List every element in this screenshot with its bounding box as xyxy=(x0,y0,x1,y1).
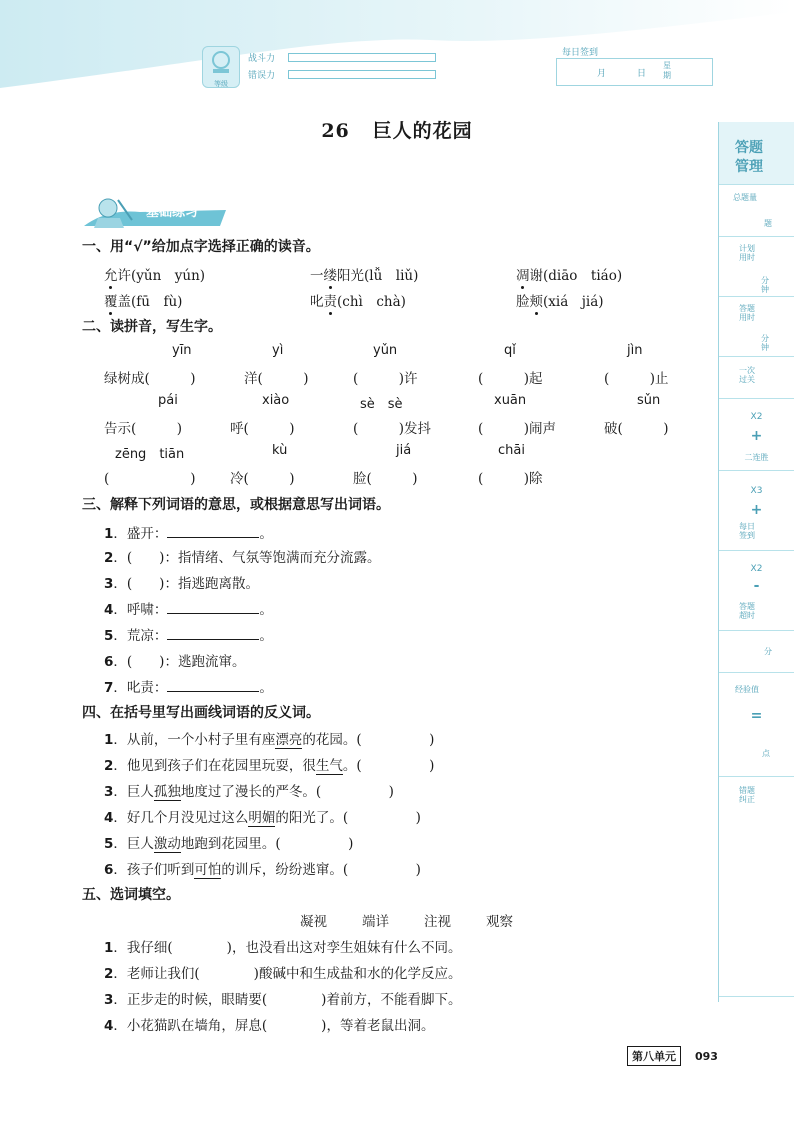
panel-error-correction: 错题纠正 xyxy=(739,786,755,804)
s4-heading: 四、在括号里写出画线词语的反义词。 xyxy=(82,705,320,721)
s3-item-6: 6．( )：逃跑流窜。 xyxy=(104,654,246,670)
panel-plus-a: + xyxy=(750,428,763,444)
daily-sign-box xyxy=(556,58,713,86)
s4-item-4: 4．好几个月没见过这么明媚的阳光了。( ) xyxy=(104,810,421,826)
s5-word-1: 凝视 xyxy=(300,914,327,930)
panel-daily-sign: 每日签到 xyxy=(739,522,755,540)
s3-item-1: 1．盛开： 。 xyxy=(104,526,273,542)
panel-overtime: 答题超时 xyxy=(739,602,755,620)
s5-word-3: 注视 xyxy=(424,914,451,930)
panel-unit-points: 分 xyxy=(764,647,772,656)
s4-item-1: 1．从前，一个小村子里有座漂亮的花园。( ) xyxy=(104,732,435,748)
s2-r3-py-4: chāi xyxy=(498,443,525,458)
s3-item-2: 2．( )：指情绪、气氛等饱满而充分流露。 xyxy=(104,550,381,566)
s2-r2-tx-2: 呼( ) xyxy=(230,421,295,437)
s2-r3-tx-4: ( )除 xyxy=(478,471,543,487)
answer-blank[interactable] xyxy=(167,601,259,614)
s2-r2-py-4: xuān xyxy=(494,393,527,408)
panel-divider xyxy=(719,356,794,357)
s2-r2-py-2: xiào xyxy=(262,393,290,408)
s2-r2-tx-4: ( )闹声 xyxy=(478,421,557,437)
lesson-number: 26 xyxy=(321,120,350,142)
s4-item-3: 3．巨人孤独地度过了漫长的严冬。( ) xyxy=(104,784,394,800)
s2-r1-py-5: jìn xyxy=(627,343,643,358)
s2-heading: 二、读拼音，写生字。 xyxy=(82,319,222,335)
panel-equals: = xyxy=(750,708,763,724)
panel-title-2: 管理 xyxy=(735,159,763,175)
s2-r1-tx-2: 洋( ) xyxy=(244,371,309,387)
s4-item-6: 6．孩子们听到可怕的训斥，纷纷逃窜。( ) xyxy=(104,862,421,878)
level-label: 等级 xyxy=(214,80,228,88)
panel-planned-time: 计划用时 xyxy=(739,244,755,262)
score-bar-1 xyxy=(288,53,436,62)
s2-r1-py-2: yì xyxy=(272,343,284,358)
panel-plus-b: + xyxy=(750,502,763,518)
s2-r2-py-3: sè sè xyxy=(360,397,403,412)
s1-item-1: 允许(yǔn yún) xyxy=(104,268,206,284)
avatar-icon xyxy=(203,47,239,77)
panel-divider xyxy=(719,296,794,297)
panel-unit-minutes-2: 分钟 xyxy=(761,334,769,352)
s4-item-2: 2．他见到孩子们在花园里玩耍，很生气。( ) xyxy=(104,758,435,774)
month-label: 月 xyxy=(597,69,607,79)
s2-r2-tx-3: ( )发抖 xyxy=(353,421,432,437)
s2-r2-py-5: sǔn xyxy=(637,393,661,408)
panel-divider xyxy=(719,996,794,997)
s5-item-4: 4．小花猫趴在墙角，屏息( )，等着老鼠出洞。 xyxy=(104,1018,435,1034)
unit-label: 第八单元 xyxy=(627,1046,681,1066)
s2-r3-tx-2: 冷( ) xyxy=(230,471,295,487)
panel-unit-dots: 点 xyxy=(762,749,770,758)
s2-r1-tx-3: ( )许 xyxy=(353,371,418,387)
s2-r3-py-3: jiá xyxy=(396,443,412,458)
panel-two-wins: 二连胜 xyxy=(744,453,769,462)
day-label: 日 xyxy=(637,69,647,79)
daily-sign-label: 每日签到 xyxy=(562,48,599,58)
s5-item-3: 3．正步走的时候，眼睛要( )着前方，不能看脚下。 xyxy=(104,992,462,1008)
s2-r1-py-4: qǐ xyxy=(504,343,516,358)
panel-divider xyxy=(719,236,794,237)
footer xyxy=(627,1046,718,1066)
panel-divider xyxy=(719,184,794,185)
avatar xyxy=(202,46,240,88)
s5-item-1: 1．我仔细( )，也没看出这对孪生姐妹有什么不同。 xyxy=(104,940,462,956)
s3-item-4: 4．呼啸： 。 xyxy=(104,602,273,618)
s2-r1-tx-1: 绿树成( ) xyxy=(104,371,196,387)
s4-item-5: 5．巨人激动地跑到花园里。( ) xyxy=(104,836,354,852)
week-label: 星期 xyxy=(663,61,671,80)
panel-total-questions: 总题量 xyxy=(733,193,757,202)
s2-r1-py-3: yǔn xyxy=(373,343,398,358)
s3-heading: 三、解释下列词语的意思，或根据意思写出词语。 xyxy=(82,497,390,513)
score-label-1: 战斗力 xyxy=(248,54,276,64)
s3-item-7: 7．叱责： 。 xyxy=(104,680,273,696)
answer-blank[interactable] xyxy=(167,679,259,692)
panel-unit-minutes-1: 分钟 xyxy=(761,276,769,294)
panel-actual-time: 答题用时 xyxy=(739,304,755,322)
panel-minus: - xyxy=(753,578,760,594)
s1-item-6: 脸颊(xiá jiá) xyxy=(516,294,604,310)
panel-divider xyxy=(719,470,794,471)
score-bar-2 xyxy=(288,70,436,79)
s2-r2-tx-5: 破( ) xyxy=(604,421,669,437)
page-title xyxy=(0,116,794,143)
lesson-title: 巨人的花园 xyxy=(372,120,473,142)
s2-r1-py-1: yīn xyxy=(172,343,192,358)
s3-item-3: 3．( )：指逃跑离散。 xyxy=(104,576,259,592)
s2-r3-tx-1: ( ) xyxy=(104,471,196,487)
section-badge-text: 基础练习 xyxy=(146,205,199,220)
s2-r1-tx-5: ( )止 xyxy=(604,371,669,387)
score-label-2: 错误力 xyxy=(248,71,276,81)
s5-heading: 五、选词填空。 xyxy=(82,887,180,903)
panel-experience: 经验值 xyxy=(735,685,759,694)
s5-word-4: 观察 xyxy=(486,914,513,930)
answer-blank[interactable] xyxy=(167,627,259,640)
s2-r3-py-1: zēng tiān xyxy=(115,447,185,462)
panel-divider xyxy=(719,672,794,673)
s2-r1-tx-4: ( )起 xyxy=(478,371,543,387)
s1-heading: 一、用“√”给加点字选择正确的读音。 xyxy=(82,239,320,255)
s2-r3-py-2: kù xyxy=(272,443,288,458)
page-number: 093 xyxy=(695,1049,718,1063)
s2-r2-py-1: pái xyxy=(158,393,178,408)
s2-r3-tx-3: 脸( ) xyxy=(353,471,418,487)
panel-x2-a: X2 xyxy=(750,412,763,422)
panel-divider xyxy=(719,776,794,777)
s1-item-4: 覆盖(fū fù) xyxy=(104,294,183,310)
s1-item-3: 凋谢(diāo tiáo) xyxy=(516,268,623,284)
s1-item-2: 一缕阳光(lǚ liǔ) xyxy=(310,268,419,284)
panel-title-1: 答题 xyxy=(735,140,763,156)
s1-item-5: 叱责(chì chà) xyxy=(310,294,406,310)
panel-divider xyxy=(719,550,794,551)
panel-divider xyxy=(719,630,794,631)
panel-unit-questions: 题 xyxy=(764,219,772,228)
s3-item-5: 5．荒凉： 。 xyxy=(104,628,273,644)
panel-divider xyxy=(719,398,794,399)
panel-x3: X3 xyxy=(750,486,763,496)
answer-blank[interactable] xyxy=(167,525,259,538)
panel-x2-b: X2 xyxy=(750,564,763,574)
s5-item-2: 2．老师让我们( )酸碱中和生成盐和水的化学反应。 xyxy=(104,966,462,982)
s2-r2-tx-1: 告示( ) xyxy=(104,421,183,437)
panel-pass-once: 一次过关 xyxy=(739,366,755,384)
s5-word-2: 端详 xyxy=(362,914,389,930)
